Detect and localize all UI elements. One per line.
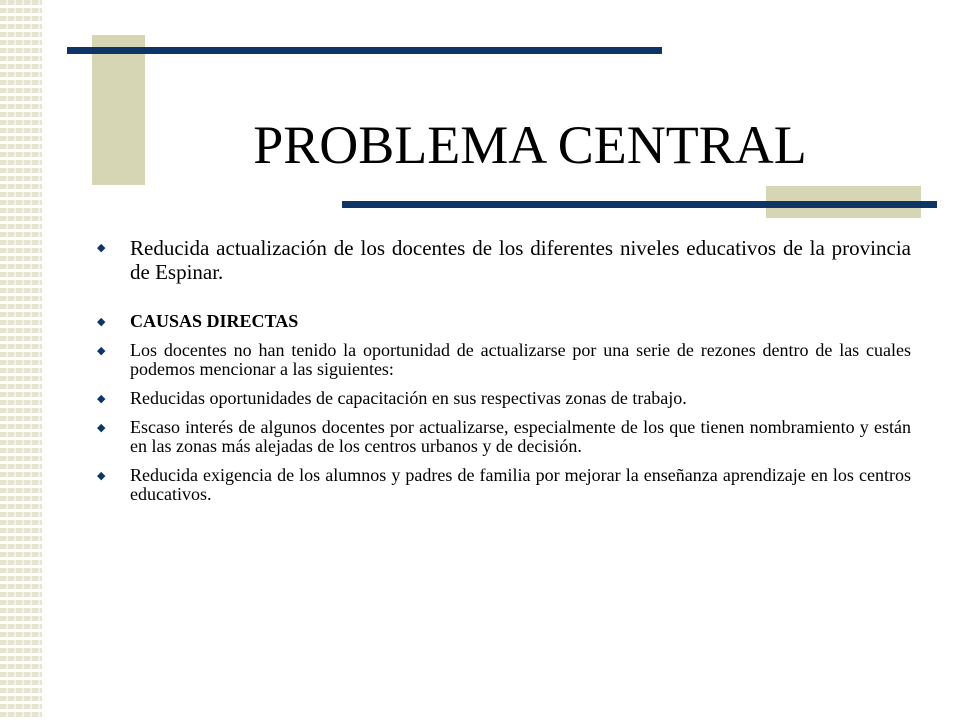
decor-vertical-block xyxy=(92,35,145,185)
list-item xyxy=(97,418,911,456)
decor-top-bar xyxy=(67,47,662,54)
section-heading: CAUSAS DIRECTAS xyxy=(130,311,299,331)
diamond-bullet-icon: ◆ xyxy=(97,344,106,357)
item-text: Reducida exigencia de los alumnos y padres de familia por mejorar la enseñanza aprendizaje en los centros educativos. xyxy=(130,465,911,504)
list-item xyxy=(97,236,911,284)
diamond-bullet-icon: ◆ xyxy=(97,315,106,328)
slide-title: PROBLEMA CENTRAL xyxy=(253,115,807,175)
diamond-bullet-icon: ◆ xyxy=(97,469,106,482)
list-item xyxy=(97,389,911,408)
bullet-list xyxy=(97,236,911,504)
left-stripe-pattern xyxy=(0,0,42,720)
diamond-bullet-icon: ◆ xyxy=(97,241,106,254)
list-item xyxy=(97,312,911,331)
diamond-bullet-icon: ◆ xyxy=(97,421,106,434)
list-item xyxy=(97,341,911,379)
decor-bottom-bar xyxy=(342,201,937,208)
diamond-bullet-icon: ◆ xyxy=(97,392,106,405)
list-item xyxy=(97,466,911,504)
item-text: Reducida actualización de los docentes de los diferentes niveles educativos de la provincia de Espinar. xyxy=(130,236,911,284)
item-text: Reducidas oportunidades de capacitación en sus respectivas zonas de trabajo. xyxy=(130,388,687,408)
item-text: Los docentes no han tenido la oportunidad de actualizarse por una serie de rezones dentro de las cuales podemos mencionar a las siguientes: xyxy=(130,340,911,379)
item-text: Escaso interés de algunos docentes por actualizarse, especialmente de los que tienen nombramiento y están en las zonas más alejadas de los centros urbanos y de decisión. xyxy=(130,417,911,456)
